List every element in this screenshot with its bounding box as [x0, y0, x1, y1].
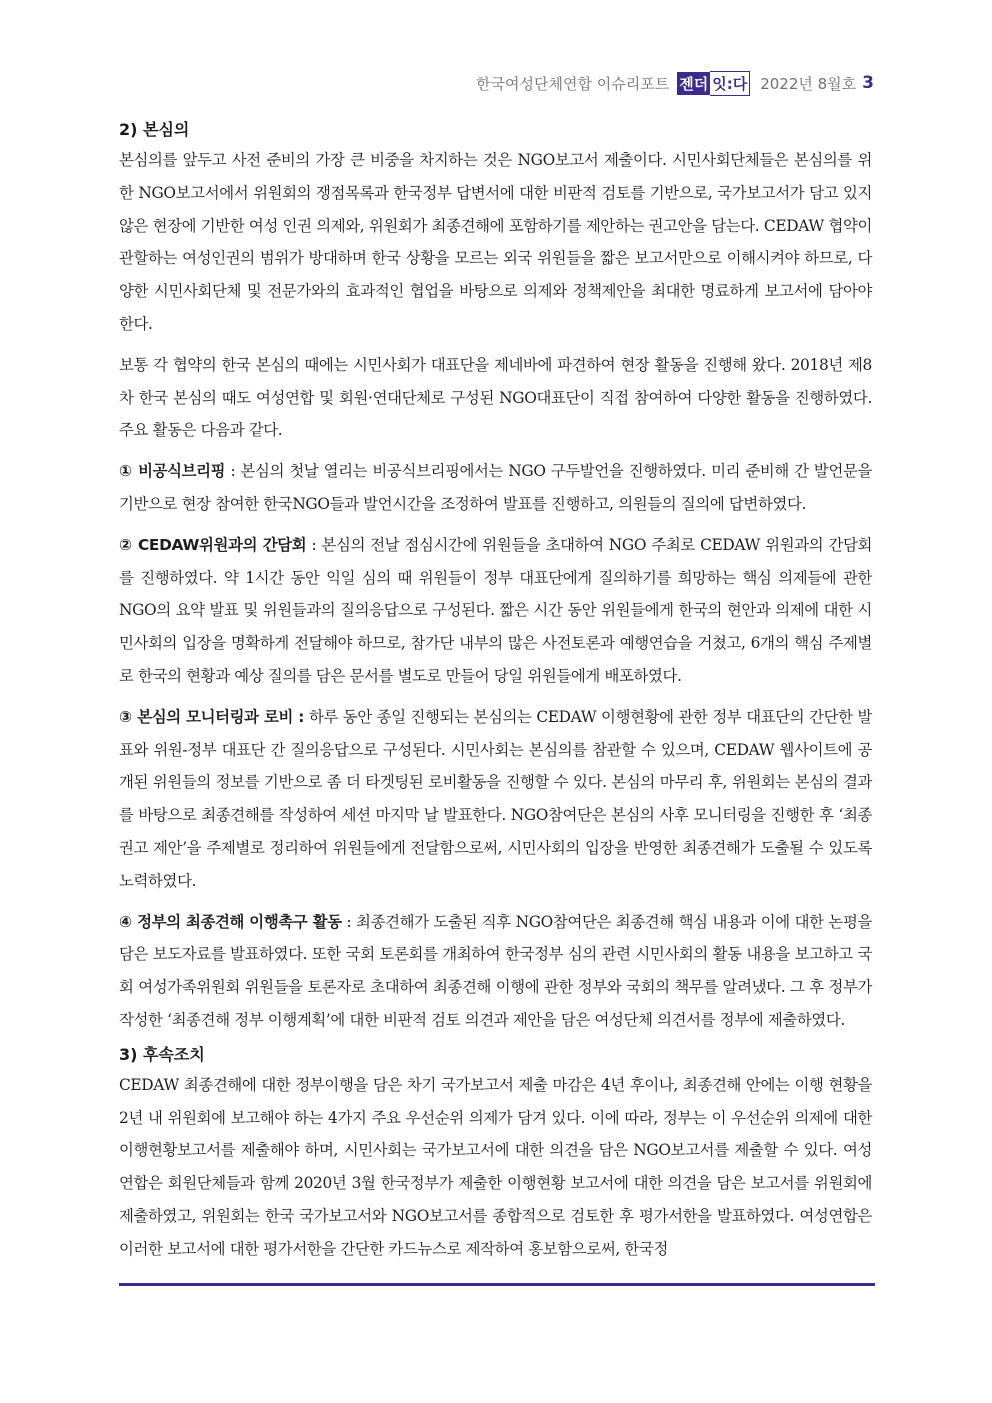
- activity-item-3-text: 하루 동안 종일 진행되는 본심의는 CEDAW 이행현황에 관한 정부 대표단의 간단한 발표와 위원-정부 대표단 간 질의응답으로 구성된다. 시민사회는 본심의를 참관할 수 있으며, CEDAW 웹사이트에 공개된 위원들의 정보를 기반으로 좀 더 타겟팅된 로비활동을 진행할 수 있다. 본심의 마무리 후, 위원회는 본심의 결과를 바탕으로 최종견해를 작성하여 세션 마지막 날 발표한다. NGO참여단은 본심의 사후 모니터링을 진행한 후 ‘최종권고 제안’을 주제별로 정리하여 위원들에게 전달함으로써, 시민사회의 입장을 반영한 최종견해가 도출될 수 있도록 노력하였다.: [119, 707, 872, 890]
- activity-item-1-text: : 본심의 첫날 열리는 비공식브리핑에서는 NGO 구두발언을 진행하였다. 미리 준비해 간 발언문을 기반으로 현장 참여한 한국NGO들과 발언시간을 조정하여 발표를 진행하고, 의원들의 질의에 답변하였다.: [119, 462, 872, 513]
- paragraph-ngo-report: 본심의를 앞두고 사전 준비의 가장 큰 비중을 차지하는 것은 NGO보고서 제출이다. 시민사회단체들은 본심의를 위한 NGO보고서에서 위원회의 쟁점목록과 한국정부 답변서에 대한 비판적 검토를 기반으로, 국가보고서가 담고 있지 않은 현장에 기반한 여성 인권 의제와, 위원회가 최종견해에 포함하기를 제안하는 권고안을 담는다. CEDAW 협약이 관할하는 여성인권의 범위가 방대하며 한국 상황을 모르는 외국 위원들을 짧은 보고서만으로 이해시켜야 하므로, 다양한 시민사회단체 및 전문가와의 효과적인 협업을 바탕으로 의제와 정책제안을 최대한 명료하게 보고서에 담아야 한다.: [119, 151, 872, 333]
- activity-item-3-title: ③ 본심의 모니터링과 로비 :: [119, 707, 305, 726]
- header-org: 한국여성단체연합 이슈리포트: [476, 74, 670, 93]
- brand-part-1: 젠더: [677, 72, 710, 95]
- activity-item-2: [119, 529, 872, 693]
- activity-item-1-title: ① 비공식브리핑: [119, 462, 226, 481]
- activity-item-4-text: : 최종견해가 도출된 직후 NGO참여단은 최종견해 핵심 내용과 이에 대한 논평을 담은 보도자료를 발표하였다. 또한 국회 토론회를 개최하여 한국정부 심의 관련 시민사회의 활동 내용을 보고하고 국회 여성가족위원회 위원들을 토론자로 초대하여 최종견해 이행에 관한 정부와 국회의 책무를 알려냈다. 그 후 정부가 작성한 ‘최종견해 정부 이행계획’에 대한 비판적 검토 의견과 제안을 담은 여성단체 의견서를 정부에 제출하였다.: [119, 912, 872, 1029]
- section-title-main-review: 2) 본심의: [119, 120, 190, 139]
- section-title-follow-up: 3) 후속조치: [119, 1044, 205, 1064]
- footer-divider: [119, 1283, 875, 1286]
- header-date: 2022년 8월호: [760, 74, 857, 93]
- page-header: [476, 70, 874, 96]
- activity-item-2-text: : 본심의 전날 점심시간에 위원들을 초대하여 NGO 주최로 CEDAW 위원과의 간담회를 진행하였다. 약 1시간 동안 익일 심의 때 위원들이 정부 대표단에게 질의하기를 희망하는 핵심 의제들에 관한 NGO의 요약 발표 및 위원들과의 질의응답으로 구성된다. 짧은 시간 동안 위원들에게 한국의 현안과 의제에 대한 시민사회의 입장을 명확하게 전달해야 하므로, 참가단 내부의 많은 사전토론과 예행연습을 거쳤고, 6개의 핵심 주제별로 한국의 현황과 예상 질의를 담은 문서를 별도로 만들어 당일 위원들에게 배포하였다.: [119, 535, 872, 685]
- newsletter-brand-logo: [677, 71, 750, 96]
- page-content: [119, 116, 872, 1274]
- brand-part-2: 잇:다: [710, 71, 750, 96]
- paragraph-geneva-delegation: 보통 각 협약의 한국 본심의 때에는 시민사회가 대표단을 제네바에 파견하여 현장 활동을 진행해 왔다. 2018년 제8차 한국 본심의 때도 여성연합 및 회원·연대단체로 구성된 NGO대표단이 직접 참여하여 다양한 활동을 진행하였다. 주요 활동은 다음과 같다.: [119, 355, 872, 440]
- paragraph-follow-up: CEDAW 최종견해에 대한 정부이행을 담은 차기 국가보고서 제출 마감은 4년 후이나, 최종견해 안에는 이행 현황을 2년 내 위원회에 보고해야 하는 4가지 주요 우선순위 의제가 담겨 있다. 이에 따라, 정부는 이 우선순위 의제에 대한 이행현황보고서를 제출해야 하며, 시민사회는 국가보고서에 대한 의견을 담은 NGO보고서를 제출할 수 있다. 여성연합은 회원단체들과 함께 2020년 3월 한국정부가 제출한 이행현황 보고서에 대한 의견을 담은 보고서를 위원회에 제출하였고, 위원회는 한국 국가보고서와 NGO보고서를 종합적으로 검토한 후 평가서한을 발표하였다. 여성연합은 이러한 보고서에 대한 평가서한을 간단한 카드뉴스로 제작하여 홍보함으로써, 한국정: [119, 1075, 872, 1258]
- activity-item-4-title: ④ 정부의 최종견해 이행촉구 활동: [119, 912, 342, 931]
- activity-item-2-title: ② CEDAW위원과의 간담회: [119, 535, 307, 554]
- page-number: 3: [862, 73, 874, 93]
- activity-item-3: [119, 701, 872, 898]
- activity-item-4: [119, 906, 872, 1037]
- activity-item-1: [119, 455, 872, 521]
